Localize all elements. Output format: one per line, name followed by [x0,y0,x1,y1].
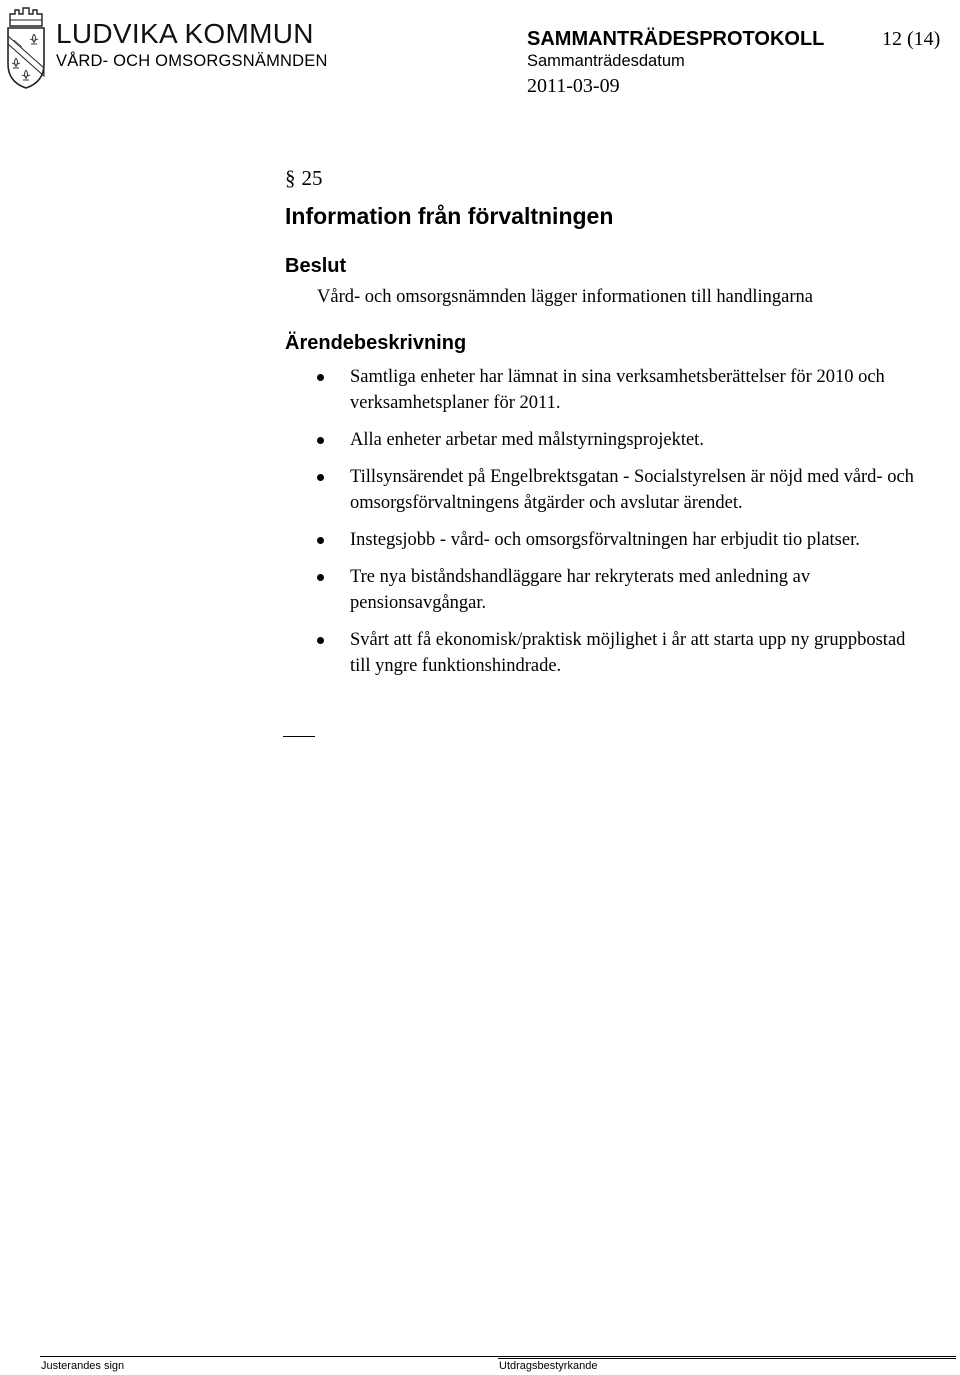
bullet-icon [317,374,324,381]
decision-heading: Beslut [285,255,347,277]
footer-rule-secondary [498,1358,956,1359]
page-number: 12 (14) [882,28,941,50]
section-sign: § [285,166,296,190]
list-item-text: Tillsynsärendet på Engelbrektsgatan - Socialstyrelsen är nöjd med vård- och omsorgsförvaltningens åtgärder och avslutar ärendet. [350,467,914,513]
item-title: Information från förvaltningen [285,203,614,229]
paragraph-number [285,166,323,190]
list-item [315,564,925,616]
bullet-icon [317,574,324,581]
case-description-list [315,364,925,690]
coat-of-arms-icon [4,6,48,90]
list-item-text: Samtliga enheter har lämnat in sina verksamhetsberättelser för 2010 och verksamhetsplaner för 2011. [350,367,885,413]
footer-rule [40,1356,956,1357]
adjuster-signature-label: Justerandes sign [41,1360,125,1372]
organization-name: LUDVIKA KOMMUN [56,18,314,49]
list-item-text: Tre nya biståndshandläggare har rekryterats med anledning av pensionsavgångar. [350,567,811,613]
list-item-text: Instegsjobb - vård- och omsorgsförvaltningen har erbjudit tio platser. [350,530,860,550]
bullet-icon [317,537,324,544]
department-name: VÅRD- OCH OMSORGSNÄMNDEN [56,52,328,70]
list-item-text: Svårt att få ekonomisk/praktisk möjlighet i år att starta upp ny gruppbostad till yngre funktionshindrade. [350,630,906,676]
list-item [315,527,925,553]
bullet-icon [317,474,324,481]
document-type: SAMMANTRÄDESPROTOKOLL [527,28,825,50]
meeting-date: 2011-03-09 [527,75,620,97]
section-end-rule [283,736,315,737]
list-item [315,627,925,679]
list-item [315,364,925,416]
decision-text: Vård- och omsorgsnämnden lägger informationen till handlingarna [317,287,813,307]
extract-certification-label: Utdragsbestyrkande [499,1360,598,1372]
case-description-heading: Ärendebeskrivning [285,332,467,354]
list-item [315,464,925,516]
meeting-date-label: Sammanträdesdatum [527,52,685,70]
paragraph-number-value: 25 [301,166,323,190]
bullet-icon [317,637,324,644]
list-item [315,427,925,453]
list-item-text: Alla enheter arbetar med målstyrningsprojektet. [350,430,704,450]
bullet-icon [317,437,324,444]
